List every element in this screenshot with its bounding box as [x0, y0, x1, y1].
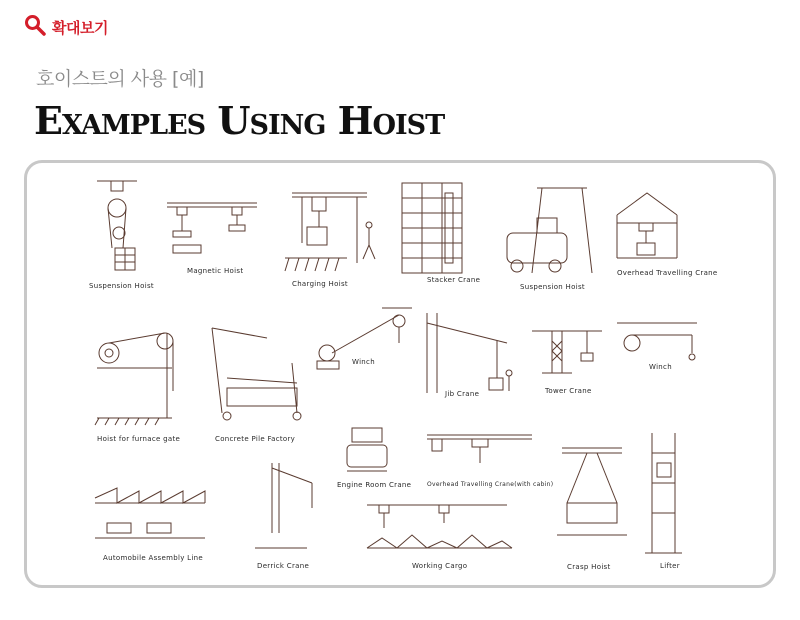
- caption-charging-hoist: Charging Hoist: [292, 280, 348, 288]
- caption-lifter: Lifter: [660, 562, 680, 570]
- caption-overhead-travelling-crane: Overhead Travelling Crane: [617, 269, 718, 277]
- winch-2-illustration: [617, 323, 697, 360]
- assembly-line-illustration: [95, 488, 205, 538]
- suspension-hoist-illustration: [97, 181, 137, 270]
- caption-magnetic-hoist: Magnetic Hoist: [187, 267, 244, 275]
- caption-assembly-line: Automobile Assembly Line: [103, 554, 203, 562]
- caption-working-cargo: Working Cargo: [412, 562, 468, 570]
- charging-hoist-illustration: [285, 193, 375, 271]
- caption-winch-2: Winch: [649, 363, 672, 371]
- engine-room-crane-illustration: [347, 428, 387, 471]
- caption-overhead-crane-cabin: Overhead Travelling Crane(with cabin): [427, 481, 554, 488]
- hoist-examples-panel: [24, 160, 776, 588]
- caption-concrete-pile-factory: Concrete Pile Factory: [215, 435, 296, 443]
- page-title: Examples Using Hoist: [34, 98, 445, 143]
- caption-crasp-hoist: Crasp Hoist: [567, 563, 611, 571]
- caption-tower-crane: Tower Crane: [545, 387, 592, 395]
- magnetic-hoist-illustration: [167, 203, 257, 253]
- furnace-gate-hoist-illustration: [95, 333, 173, 425]
- page-subtitle: 호이스트의 사용 [예]: [36, 68, 204, 90]
- zoom-button[interactable]: [24, 14, 108, 40]
- caption-winch: Winch: [352, 358, 375, 366]
- zoom-label: 확대보기: [52, 18, 108, 37]
- derrick-crane-illustration: [255, 463, 312, 548]
- caption-derrick-crane: Derrick Crane: [257, 562, 310, 570]
- overhead-crane-cabin-illustration: [427, 435, 532, 463]
- hoist-illustrations: [27, 163, 773, 585]
- crasp-hoist-illustration: [557, 448, 627, 535]
- jib-crane-illustration: [427, 313, 512, 393]
- tower-crane-illustration: [532, 331, 602, 373]
- lifter-illustration: [645, 433, 682, 553]
- caption-jib-crane: Jib Crane: [445, 390, 480, 398]
- stacker-crane-illustration: [402, 183, 462, 273]
- caption-suspension-hoist: Suspension Hoist: [89, 282, 154, 290]
- forklift-hoist-illustration: [507, 188, 592, 273]
- caption-hoist-furnace-gate: Hoist for furnace gate: [97, 435, 181, 443]
- working-cargo-illustration: [367, 505, 512, 548]
- caption-forklift-suspension-hoist: Suspension Hoist: [520, 283, 585, 291]
- caption-stacker-crane: Stacker Crane: [427, 276, 481, 284]
- magnifier-icon: [24, 14, 46, 40]
- concrete-pile-factory-illustration: [212, 328, 301, 420]
- caption-engine-room-crane: Engine Room Crane: [337, 481, 412, 489]
- overhead-travelling-crane-illustration: [617, 193, 677, 258]
